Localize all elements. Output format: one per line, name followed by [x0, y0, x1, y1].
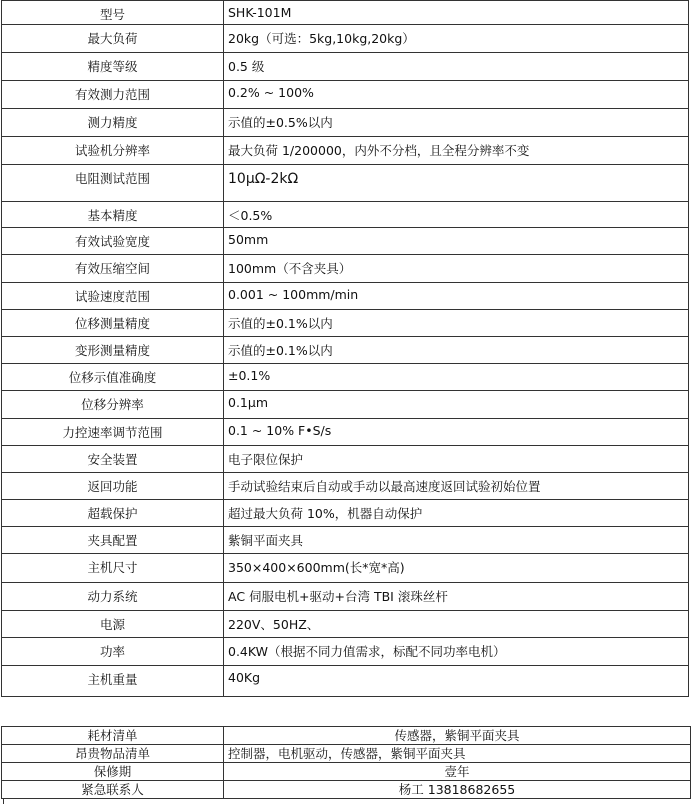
- spec-value: 350×400×600mm(长*宽*高): [224, 554, 689, 583]
- spec-label: 基本精度: [2, 202, 224, 228]
- spec-value: 100mm（不含夹具）: [224, 255, 689, 283]
- spec-label: 最大负荷: [2, 25, 224, 53]
- spec-value: 示值的±0.1%以内: [224, 337, 689, 364]
- spec-label: 有效压缩空间: [2, 255, 224, 283]
- spec-label: 返回功能: [2, 473, 224, 500]
- spec-value: 手动试验结束后自动或手动以最高速度返回试验初始位置: [224, 473, 689, 500]
- spec-label: 主机重量: [2, 666, 224, 697]
- table-row: [2, 337, 689, 364]
- info-table: [1, 726, 691, 799]
- spec-label: 试验机分辨率: [2, 137, 224, 165]
- table-row: [2, 109, 689, 137]
- spec-label: 力控速率调节范围: [2, 419, 224, 446]
- table-row: [2, 391, 689, 419]
- spec-value: SHK-101M: [224, 1, 689, 25]
- table-row: [2, 527, 689, 554]
- table-row: [2, 364, 689, 391]
- spec-label: 型号: [2, 1, 224, 25]
- spec-label: 试验速度范围: [2, 283, 224, 310]
- table-row: [2, 638, 689, 666]
- spec-value: 0.1 ~ 10% F•S/s: [224, 419, 689, 446]
- table-row: [2, 554, 689, 583]
- spec-value: 超过最大负荷 10%，机器自动保护: [224, 500, 689, 527]
- spec-label: 电源: [2, 611, 224, 638]
- spec-value: 20kg（可选：5kg,10kg,20kg）: [224, 25, 689, 53]
- table-row: [2, 473, 689, 500]
- spec-value: 示值的±0.5%以内: [224, 109, 689, 137]
- info-label: 紧急联系人: [2, 781, 224, 799]
- spec-label: 有效试验宽度: [2, 228, 224, 255]
- table-row: [2, 81, 689, 109]
- info-label: 保修期: [2, 763, 224, 781]
- table-row: [2, 137, 689, 165]
- spec-value: 0.4KW（根据不同力值需求，标配不同功率电机）: [224, 638, 689, 666]
- spec-value: 220V、50HZ、: [224, 611, 689, 638]
- table-row: [2, 53, 689, 81]
- spec-label: 动力系统: [2, 583, 224, 611]
- table-row: [2, 446, 689, 473]
- table-row: [2, 310, 689, 337]
- spec-value: 最大负荷 1/200000，内外不分档，且全程分辨率不变: [224, 137, 689, 165]
- info-value: 壹年: [224, 763, 691, 781]
- spec-label: 测力精度: [2, 109, 224, 137]
- info-value: 控制器，电机驱动，传感器，紫铜平面夹具: [224, 745, 691, 763]
- spec-value: ＜0.5%: [224, 202, 689, 228]
- table-row: [2, 255, 689, 283]
- table-row: [2, 666, 689, 697]
- spec-value: 0.2% ~ 100%: [224, 81, 689, 109]
- table-row: [2, 202, 689, 228]
- info-value: 杨工 13818682655: [224, 781, 691, 799]
- info-value: 传感器，紫铜平面夹具: [224, 727, 691, 745]
- spec-label: 主机尺寸: [2, 554, 224, 583]
- spec-table: [1, 0, 689, 697]
- spec-label: 位移分辨率: [2, 391, 224, 419]
- spec-label: 位移示值准确度: [2, 364, 224, 391]
- table-row: [2, 25, 689, 53]
- info-label: 昂贵物品清单: [2, 745, 224, 763]
- table-row: [2, 583, 689, 611]
- table-row: [2, 283, 689, 310]
- spec-value: 0.001 ~ 100mm/min: [224, 283, 689, 310]
- spec-value: 0.5 级: [224, 53, 689, 81]
- spec-label: 安全装置: [2, 446, 224, 473]
- spec-label: 电阻测试范围: [2, 165, 224, 202]
- table-row: [2, 745, 691, 763]
- spec-value: 0.1μm: [224, 391, 689, 419]
- spec-value: 示值的±0.1%以内: [224, 310, 689, 337]
- spec-label: 变形测量精度: [2, 337, 224, 364]
- table-row: [2, 727, 691, 745]
- spec-label: 位移测量精度: [2, 310, 224, 337]
- table-row: [2, 500, 689, 527]
- spec-value: 50mm: [224, 228, 689, 255]
- spec-label: 功率: [2, 638, 224, 666]
- spec-value: 紫铜平面夹具: [224, 527, 689, 554]
- spec-label: 有效测力范围: [2, 81, 224, 109]
- table-row: [2, 763, 691, 781]
- page-edge-mark: [3, 799, 4, 804]
- spec-label: 精度等级: [2, 53, 224, 81]
- spec-label: 超载保护: [2, 500, 224, 527]
- spec-value: AC 伺服电机+驱动+台湾 TBI 滚珠丝杆: [224, 583, 689, 611]
- table-row: [2, 781, 691, 799]
- spec-label: 夹具配置: [2, 527, 224, 554]
- table-row: [2, 228, 689, 255]
- spec-value: 10μΩ-2kΩ: [224, 165, 689, 202]
- spec-value: 电子限位保护: [224, 446, 689, 473]
- table-row: [2, 611, 689, 638]
- spec-value: ±0.1%: [224, 364, 689, 391]
- table-row: [2, 1, 689, 25]
- table-row: [2, 419, 689, 446]
- spec-value: 40Kg: [224, 666, 689, 697]
- table-row: [2, 165, 689, 202]
- info-label: 耗材清单: [2, 727, 224, 745]
